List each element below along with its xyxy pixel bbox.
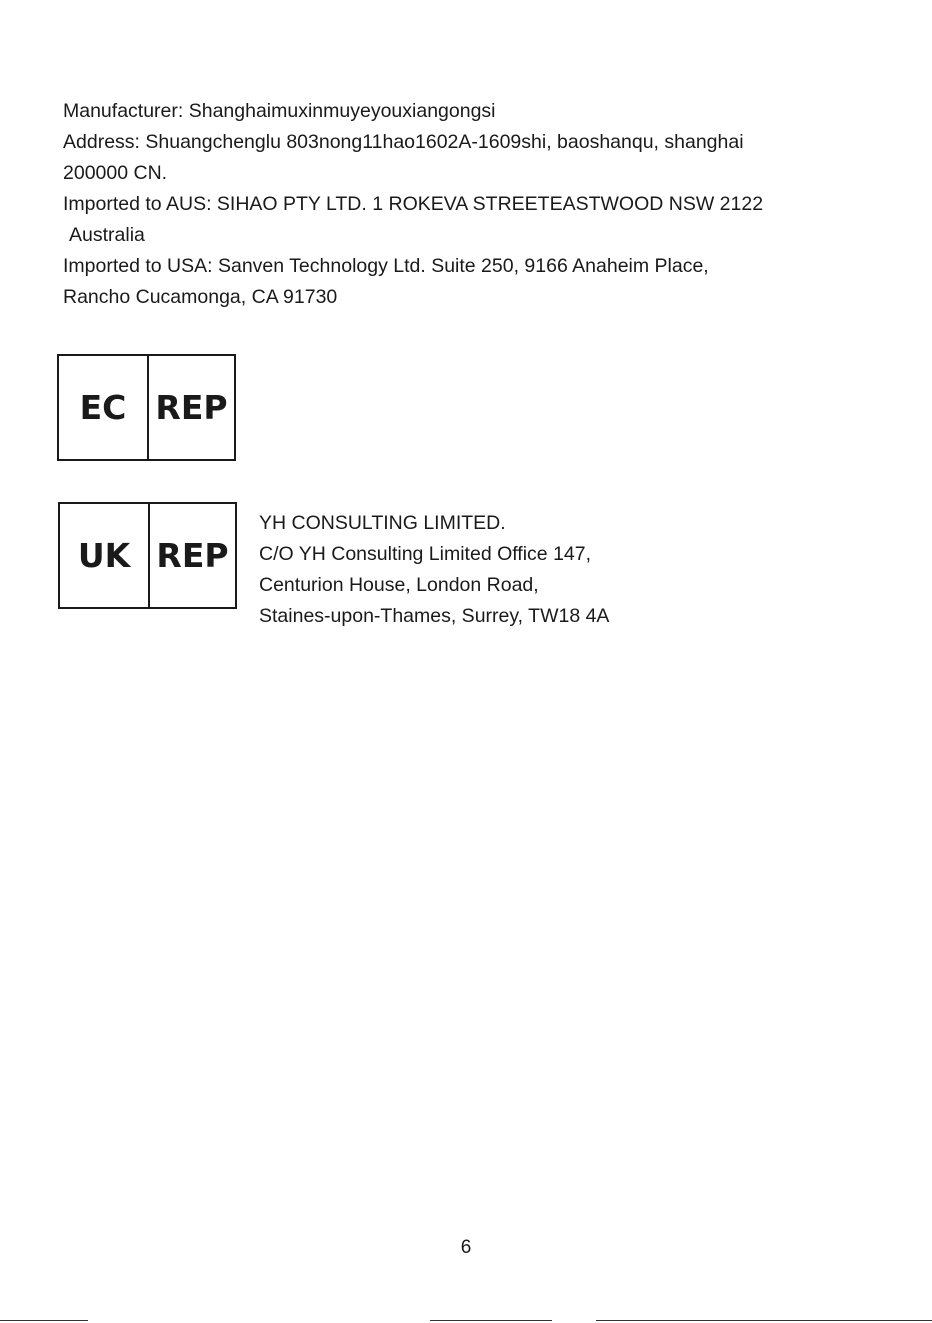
ec-rep-symbol	[57, 354, 236, 461]
ec-label: EC	[59, 356, 149, 459]
uk-rep-town-line: Staines-upon-Thames, Surrey, TW18 4A	[259, 605, 610, 627]
address-line: Address: Shuangchenglu 803nong11hao1602A-1609shi, baoshanqu, shanghai	[63, 131, 744, 153]
footer-rule-left	[0, 1320, 88, 1321]
ec-rep-label: REP	[155, 388, 228, 427]
aus-importer-country-line: Australia	[69, 224, 145, 246]
usa-importer-line: Imported to USA: Sanven Technology Ltd. Suite 250, 9166 Anaheim Place,	[63, 255, 709, 277]
aus-importer-line: Imported to AUS: SIHAO PTY LTD. 1 ROKEVA STREETEASTWOOD NSW 2122	[63, 193, 764, 215]
usa-importer-city-line: Rancho Cucamonga, CA 91730	[63, 286, 338, 308]
uk-label: UK	[60, 504, 150, 607]
address-postcode-line: 200000 CN.	[63, 162, 168, 184]
uk-rep-company-line: YH CONSULTING LIMITED.	[259, 512, 506, 534]
uk-rep-street-line: Centurion House, London Road,	[259, 574, 539, 596]
manufacturer-info-block	[63, 96, 903, 313]
uk-rep-address	[259, 508, 609, 632]
uk-rep-office-line: C/O YH Consulting Limited Office 147,	[259, 543, 592, 565]
footer-rule-right	[596, 1320, 932, 1321]
footer-rule-middle	[430, 1320, 552, 1321]
uk-rep-label: REP	[156, 536, 229, 575]
manufacturer-line: Manufacturer: Shanghaimuxinmuyeyouxiangongsi	[63, 100, 496, 122]
uk-rep-symbol	[58, 502, 237, 609]
page-number: 6	[460, 1237, 472, 1258]
